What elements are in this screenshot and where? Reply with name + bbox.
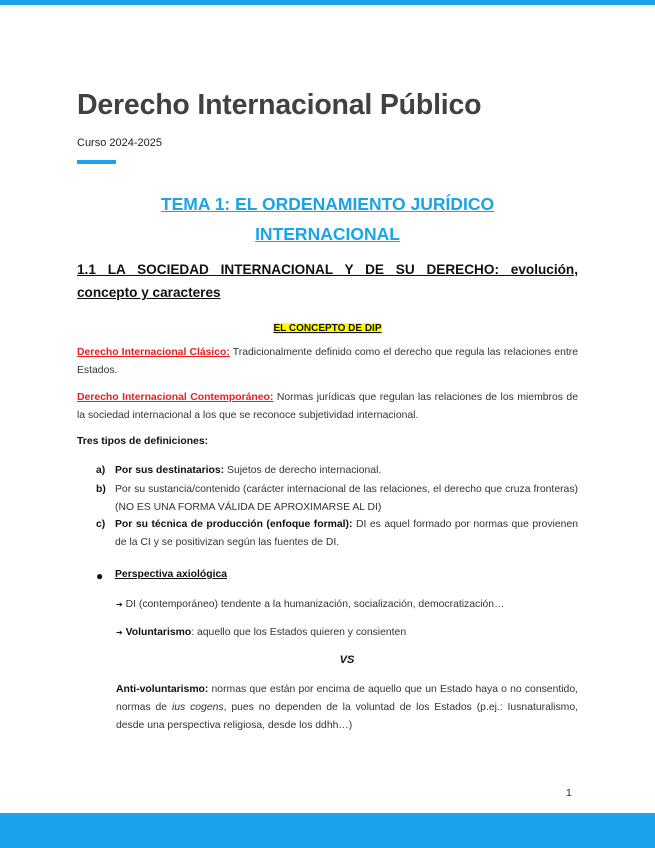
concept-heading	[0, 318, 655, 336]
page-number: 1	[566, 788, 572, 799]
paragraph-anti-voluntarismo	[116, 681, 578, 735]
concept-heading-text: EL CONCEPTO DE DIP	[273, 323, 382, 334]
definition-text: Sujetos de derecho internacional.	[224, 465, 382, 476]
tipos-heading: Tres tipos de definiciones:	[77, 436, 209, 447]
voluntarismo-term: Voluntarismo	[122, 627, 192, 638]
text-contemporaneo: Normas jurídicas que regulan las relaciones de los miembros de la sociedad internacional a los que se reconoce subjetividad internacional.	[77, 392, 578, 421]
definition-term: Por sus destinatarios:	[115, 465, 225, 476]
ius-cogens-text: ius cogens	[171, 702, 224, 713]
top-accent-bar	[0, 0, 655, 5]
section-heading-line1: 1.1 LA SOCIEDAD INTERNACIONAL Y DE SU DERECHO: evolución,	[77, 262, 578, 277]
definition-item-b	[96, 481, 578, 517]
bullet-dot-icon: ●	[96, 569, 104, 583]
anti-voluntarismo-term: Anti-voluntarismo:	[116, 684, 209, 695]
term-clasico: Derecho Internacional Clásico:	[77, 347, 230, 358]
list-marker: c)	[96, 519, 106, 530]
arrow-line-text: DI (contemporáneo) tendente a la humanización, socialización, democratización…	[122, 599, 505, 610]
title-accent-line	[77, 160, 116, 164]
term-contemporaneo: Derecho Internacional Contemporáneo:	[77, 392, 274, 403]
vs-label: VS	[339, 654, 355, 666]
list-marker: b)	[96, 484, 106, 495]
bottom-accent-bar	[0, 813, 655, 848]
anti-text-part2: , pues no dependen de la voluntad de los Estados (p.ej.: Iusnaturalismo, desde una perspectiva religiosa, desde los ddhh…)	[116, 702, 579, 731]
arrow-right-icon: ➔	[116, 600, 123, 609]
definition-term: Por su técnica de producción (enfoque formal):	[115, 519, 353, 530]
definition-text: Por su sustancia/contenido (carácter internacional de las relaciones, el derecho que cruza fronteras) (NO ES UNA FORMA VÁLIDA DE APROXIMARSE AL DI)	[115, 484, 578, 513]
text-clasico: Tradicionalmente definido como el derecho que regula las relaciones entre Estados.	[77, 347, 578, 376]
perspectiva-label: Perspectiva axiológica	[115, 569, 228, 580]
definition-text: DI es aquel formado por normas que provienen de la CI y se positivizan según las fuentes de DI.	[115, 519, 578, 548]
definition-item-a	[96, 462, 578, 480]
arrow-right-icon: ➔	[116, 628, 123, 637]
tema-heading-line1: TEMA 1: EL ORDENAMIENTO JURÍDICO	[160, 194, 495, 214]
list-marker: a)	[96, 465, 106, 476]
tema-heading-line2: INTERNACIONAL	[255, 224, 400, 244]
anti-text-part1: normas que están por encima de aquello que un Estado haya o no consentido, normas de	[116, 684, 578, 713]
document-subtitle: Curso 2024-2025	[77, 137, 163, 149]
section-heading-line2: concepto y caracteres	[77, 285, 221, 300]
paragraph-contemporaneo	[77, 389, 578, 425]
document-title: Derecho Internacional Público	[77, 89, 482, 121]
arrow-line-text: : aquello que los Estados quieren y consienten	[191, 627, 407, 638]
arrow-line-humanizacion	[116, 599, 504, 610]
arrow-line-voluntarismo	[116, 627, 406, 638]
definition-item-c	[96, 516, 578, 552]
paragraph-clasico	[77, 344, 578, 380]
